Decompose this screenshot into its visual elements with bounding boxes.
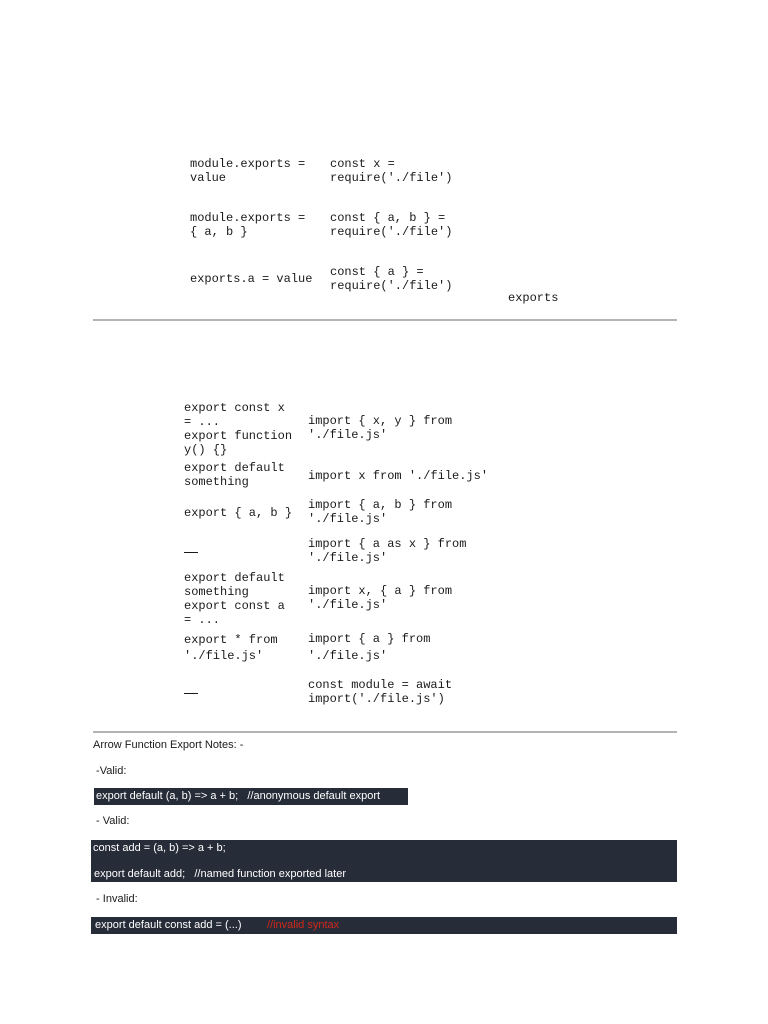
esm-row1-export: export const x = ... export function y() {}	[184, 401, 293, 457]
cjs-row2-import: const { a, b } = require('./file')	[330, 211, 453, 239]
invalid-label: - Invalid:	[93, 893, 138, 905]
esm-row5-import: import x, { a } from './file.js'	[308, 584, 453, 612]
esm-row2-export: export default something	[184, 461, 285, 489]
cjs-row1-import: const x = require('./file')	[330, 157, 453, 185]
esm-row2-import: import x from './file.js'	[308, 469, 489, 483]
cjs-row1-export: module.exports = value	[190, 157, 306, 185]
esm-row1-import: import { x, y } from './file.js'	[308, 414, 453, 442]
code-snippet-invalid: export default const add = (...)	[92, 919, 242, 931]
code-snippet-valid-2-line2: export default add; //named function exported later	[91, 868, 346, 880]
esm-row3-import: import { a, b } from './file.js'	[308, 498, 453, 526]
esm-row5-export: export default something export const a = ...	[184, 571, 285, 627]
cjs-row3-import: const { a } = require('./file')	[330, 265, 453, 293]
code-snippet-valid-1: export default (a, b) => a + b; //anonymous default export	[94, 788, 408, 805]
code-block-invalid	[91, 917, 677, 934]
esm-row4-empty-dash	[184, 552, 198, 553]
code-snippet-valid-2-line1: const add = (a, b) => a + b;	[93, 842, 226, 854]
cjs-trailing-text: exports	[508, 291, 559, 305]
valid-label-2: - Valid:	[93, 815, 130, 827]
cjs-row2-export: module.exports = { a, b }	[190, 211, 306, 239]
esm-row7-empty-dash	[184, 693, 198, 694]
code-block-valid-2	[91, 840, 677, 882]
esm-row3-export: export { a, b }	[184, 506, 293, 520]
invalid-syntax-comment: //invalid syntax	[267, 919, 340, 931]
section-divider	[93, 319, 677, 321]
notes-divider	[93, 731, 677, 733]
valid-label-1: -Valid:	[93, 765, 127, 777]
cjs-row3-export: exports.a = value	[190, 272, 313, 286]
notes-heading: Arrow Function Export Notes: -	[93, 739, 244, 751]
esm-row4-import: import { a as x } from './file.js'	[308, 537, 467, 565]
esm-row6-import: import { a } from './file.js'	[308, 632, 431, 663]
esm-row7-import: const module = await import('./file.js')	[308, 678, 453, 706]
esm-row6-export: export * from './file.js'	[184, 633, 278, 663]
